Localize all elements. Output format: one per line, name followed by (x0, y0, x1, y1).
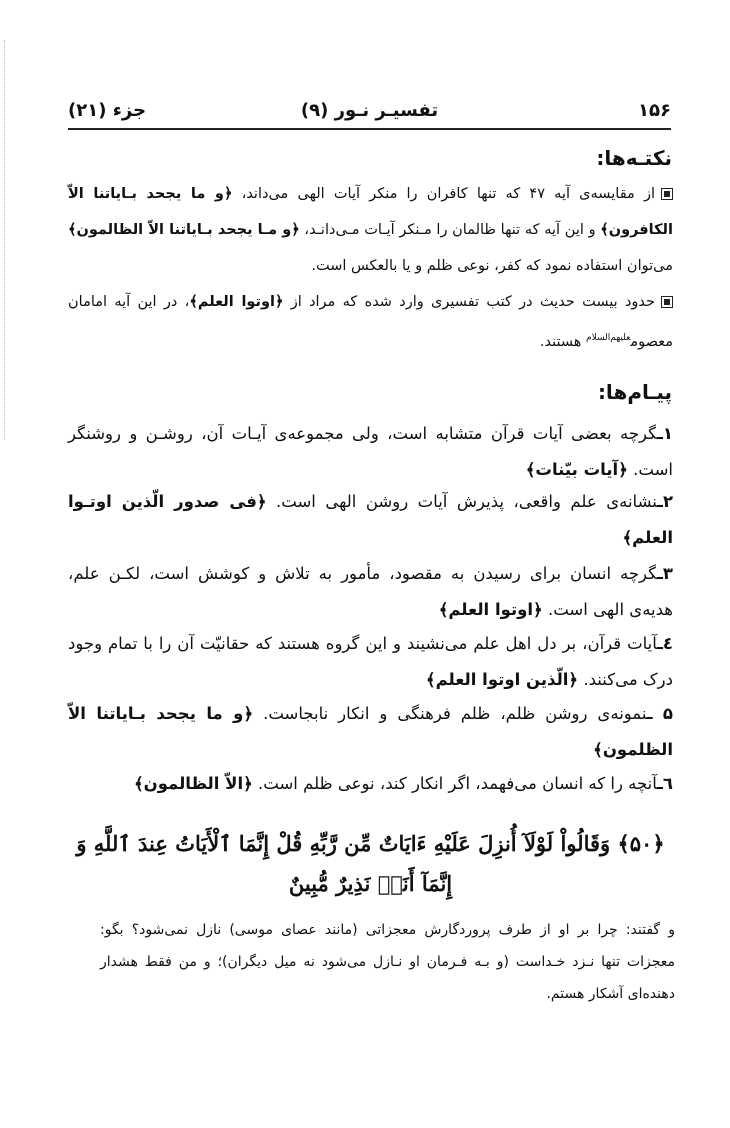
bullet-icon (661, 188, 673, 200)
honorific: علیهم‌السلام (586, 333, 631, 343)
note-text: حدود بیست حدیث در کتب تفسیری وارد شده که مراد از (283, 294, 656, 310)
message-number: ٦ـ (657, 774, 673, 793)
message-item (68, 626, 673, 698)
message-quote: ﴿آیات بیّنات﴾ (525, 460, 628, 479)
verse-line: إِنَّمَآ أَنَا۠ نَذِيرٌ مُّبِينٌ (288, 871, 453, 896)
page-header (68, 98, 671, 130)
book-title: تفسیـر نـور (۹) (300, 100, 439, 121)
message-item (68, 556, 673, 628)
note-text: از مقایسه‌ی آیه ۴۷ که تنها کافران را منکر آیات الهی می‌داند، (232, 186, 656, 202)
note-text: ، در این آیه امامان معصوم (68, 294, 673, 350)
part-label: جزء (۲۱) (68, 100, 147, 121)
message-quote: ﴿و ما یجحد بـایاتنا الاّ الظلمون﴾ (68, 704, 673, 759)
note-item (68, 284, 673, 360)
verse-line (68, 824, 673, 864)
message-number: ۵ ـ (646, 704, 673, 723)
message-quote: ﴿اوتوا العلم﴾ (438, 600, 543, 619)
message-number: ۳ـ (657, 564, 673, 583)
margin-dots (4, 40, 7, 440)
message-text: گرچه انسان برای رسیدن به مقصود، مأمور به تلاش و کوشش است، لکـن علم، هدیه‌ی الهی است. (68, 564, 673, 619)
verse-text: وَقَالُواْ لَوْلَآ أُنزِلَ عَلَيْهِ ءَايَاتٌ مِّن رَّبِّهِ قُلْ إِنَّمَا ٱلْأَيَاتُ عِندَ ٱللَّهِ وَ (76, 831, 611, 856)
verse-translation: و گفتند: چرا بر او از طرف پروردگارش معجزاتی (مانند عصای موسی) نازل نمی‌شود؟ بگو: معجزات تنها نـزد خـداست (و بـه فـرمان او نـازل می‌شود نه میل دیگران)؛ و من فقط هشدار دهنده‌ای آشکار هستم. (100, 922, 675, 1002)
message-number: ۱ـ (657, 424, 673, 443)
note-item (68, 176, 673, 284)
note-quote: ﴿و مـا یجحد بـایاتنا الاّ الظالمون﴾ (68, 222, 300, 238)
note-quote: ﴿و ما یجحد بـایاتنا الاّ الکافرون﴾ (68, 186, 673, 238)
message-number: ۲ـ (657, 492, 674, 511)
message-item (68, 484, 673, 556)
message-text: آیات قرآن، بر دل اهل علم می‌نشیند و این گروه هستند که حقانیّت آن را با تمام وجود درک می‌کنند. (68, 634, 673, 689)
note-text: می‌توان استفاده نمود که کفر، نوعی ظلم و یا بالعکس است. (311, 258, 673, 274)
message-item (68, 696, 673, 768)
message-quote: ﴿الاّ الظالمون﴾ (133, 774, 253, 793)
message-text: گرچه بعضی آیات قرآن متشابه است، ولی مجموعه‌ی آیـات آن، روشـن و روشنگر است. (68, 424, 673, 479)
message-item (68, 766, 673, 802)
message-text: نشانه‌ی علم واقعی، پذیرش آیات روشن الهی است. (266, 492, 658, 511)
message-text: نمونه‌ی روشن ظلم، ظلم فرهنگی و انکار نابجاست. (253, 704, 647, 723)
page-number: ۱۵۶ (638, 100, 671, 121)
notes-title: نکتـه‌ها: (596, 146, 672, 170)
note-text: هستند. (539, 333, 587, 350)
note-text: و این آیه که تنها ظالمان را مـنکر آیـات مـی‌دانـد، (299, 222, 601, 238)
note-quote: ﴿اوتوا العلم﴾ (189, 294, 284, 310)
quran-verse (68, 824, 673, 904)
bullet-icon (661, 296, 673, 308)
messages-title: پیـام‌ها: (597, 380, 672, 404)
verse-number: ﴿۵۰﴾ (617, 831, 665, 856)
message-number: ٤ـ (657, 634, 673, 653)
message-quote: ﴿الّذین اوتوا العلم﴾ (425, 670, 579, 689)
message-item (68, 416, 673, 488)
message-text: آنچه را که انسان می‌فهمد، اگر انکار کند، نوعی ظلم است. (252, 774, 658, 793)
message-quote: ﴿فی صدور الّذین اوتـوا العلم﴾ (68, 492, 673, 547)
